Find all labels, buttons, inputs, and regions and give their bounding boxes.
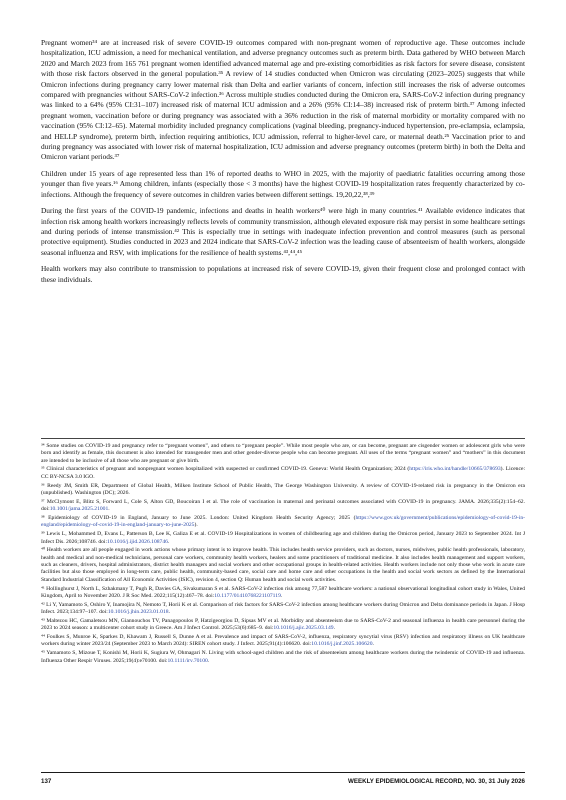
footnote-34: ³⁴ Some studies on COVID-19 and pregnancy refer to “pregnant women”, and others to “pregnant people”. While most people who are, or can become, pregnant are cisgender women or adolescent girls who were born and identify as female, this document is also intended for transgender men and other gender-diverse people who can become pregnant. All uses of the terms “pregnant women” and “mothers” in this document are intended to be inclusive of all those who are pregnant or give birth. [41, 443, 525, 464]
footnote-38-link[interactable]: https://www.gov.uk/government/publications/epidemiology-of-covid-19-in-england/epidemiology-of-covid-19-in-england-january-to-june-2025 [41, 515, 525, 529]
page-number: 137 [41, 778, 52, 785]
footnote-42: ⁴² Li Y, Yamamoto S, Oshiro Y, Inamojira N, Nemoto T, Horii K et al. Comparison of risk factors for SARS-CoV-2 infection among healthcare workers during Omicron and Delta dominance periods in Japan. J Hosp Infect. 2023;134:97–107. doi:10.1016/j.jhin.2023.01.018. [41, 601, 525, 615]
footnote-39: ³⁹ Lewis L, Mohammed D, Evans L, Patterson B, Lee K, Galiza E et al. COVID-19 Hospitalizations in women of childbearing age and children during the Omicron period, January 2023 to September 2024. Int J Infect Dis. 2026;108746. doi:10.1016/j.ijid.2026.108746. [41, 531, 525, 545]
paragraph-pregnant-women: Pregnant women³⁴ are at increased risk of severe COVID-19 outcomes compared with non-pregnant women of reproductive age. These outcomes include hospitalization, ICU admission, a need for mechanical ventilation, and adverse pregnancy outcomes such as preterm birth. Data gathered by WHO between March 2020 and March 2023 from 165 761 pregnant women identified advanced maternal age and pre-existing comorbidities as risk factors for severe disease, consistent with those risk factors observed in the general population.³⁵ A review of 14 studies conducted when Omicron was circulating (2023–2025) suggests that while Omicron infections during pregnancy carry lower maternal risk than Delta and earlier variants of concern, infection still increases the risk of adverse outcomes compared with pregnancies without SARS-CoV-2 infection.³⁶ Across multiple studies conducted during the Omicron era, SARS-CoV-2 infection during pregnancy was linked to a 64% (95% CI:31–107) increased risk of maternal ICU admission and a 26% (95% CI:14–38) increased risk of preterm birth.³⁷ Among infected pregnant women, vaccination before or during pregnancy was associated with a 36% reduction in the risk of maternal morbidity or mortality compared with no vaccination (95% CI:12–65). Maternal morbidity included pregnancy complications (vaginal bleeding, pregnancy-induced hypertension, pre-eclampsia, eclampsia, and HELLP syndrome), preterm birth, infection requiring antibiotics, ICU admission, referral to higher-level care, or maternal death.²⁵ Vaccination prior to and during pregnancy was associated with lower risk of maternal hospitalization, ICU admission and adverse pregnancy outcomes (preterm birth) in both the Delta and Omicron variant periods.³⁷ [41, 38, 525, 162]
footnote-35-link[interactable]: https://iris.who.int/handle/10665/378693 [409, 466, 501, 473]
footnote-40: ⁴⁰ Health workers are all people engaged in work actions whose primary intent is to improve health. This includes health service providers, such as doctors, nurses, midwives, public health professionals, laboratory, health and medical and non-medical technicians, personal care workers, community health workers, healers and some practitioners of traditional medicine. It also includes health management and support workers, such as cleaners, drivers, hospital administrators, district health managers and social workers and other occupational groups in health-related activities. Health workers include not only those who work in acute care facilities but also those employed in long-term care, public health, community-based care, social care and home care and other occupations in the health and social work sectors as defined by the International Standard Industrial Classification of All Economic Activities (ISIC), revision 4, section Q: Human health and social work activities. [41, 547, 525, 583]
footnote-35: ³⁵ Clinical characteristics of pregnant and nonpregnant women hospitalized with suspected or confirmed COVID-19. Geneva: World Health Organization; 2024 (https://iris.who.int/handle/10665/378693). Licence: CC BY-NCSA 3.0 IGO. [41, 466, 525, 480]
paragraph-health-workers-transmission: Health workers may also contribute to transmission to populations at increased risk of severe COVID-19, given their frequent close and prolonged contact with these individuals. [41, 264, 525, 284]
footnote-36: ³⁶ Reedy JM, Smith ER, Department of Global Health, Milken Institute School of Public Health, The George Washington University. A review of COVID-19-related risk in pregnancy in the Omicron era (unpublished). Washington (DC); 2026. [41, 482, 525, 496]
main-text [41, 38, 525, 291]
footnote-43: ⁴³ Maltezou HC, Gamaletsou MN, Giannouchos TV, Panagopoulos P, Hatzigeorgiou D, Sipsas MV et al. Morbidity and absenteeism due to SARS-CoV-2 and seasonal influenza in health care personnel during the 2023 to 2024 season: a multicenter cohort study in Greece. Am J Infect Control. 2025;53(6):685–9. doi:10.1016/j.ajic.2025.03.149. [41, 617, 525, 632]
footnote-44: ⁴⁴ Foulkes S, Munroe K, Sparkes D, Khawam J, Russell S, Dunne A et al. Prevalence and impact of SARS-CoV-2, influenza, respiratory syncytial virus (RSV) infection and respiratory illness on UK healthcare workers during winter 2023/24 (September 2023 to March 2024): SIREN cohort study. J Infect. 2025;91(4):106620. doi:10.1016/j.jinf.2025.106620. [41, 634, 525, 648]
footnote-37-link[interactable]: 10.1001/jama.2025.21001 [49, 506, 109, 513]
footnotes [41, 438, 525, 666]
footnote-45-link[interactable]: 10.1111/irv.70100 [167, 657, 208, 664]
footnote-41-link[interactable]: 10.1177/01410768221107119 [214, 592, 281, 599]
footnote-38: ³⁸ Epidemiology of COVID-19 in England, January to June 2025. London: United Kingdom Health Security Agency; 2025 (https://www.gov.uk/government/publications/epidemiology-of-covid-19-in-england/epidemiology-of-covid-19-in-england-january-to-june-2025). [41, 515, 525, 529]
footnote-43-link[interactable]: 10.1016/j.ajic.2025.03.149 [273, 625, 334, 632]
paragraph-health-workers: During the first years of the COVID-19 pandemic, infections and deaths in health workers⁴⁰ were high in many countries.⁴¹ Available evidence indicates that infection risk among health workers increasingly reflects levels of community transmission, although elevated exposure risk may persist in some healthcare settings and during periods of intense transmission.⁴² This is especially true in settings with inadequate infection prevention and control measures (such as personal protective equipment). Studies conducted in 2023 and 2024 indicate that SARS-CoV-2 infection was the leading cause of absenteeism of health workers, alongside seasonal influenza and RSV, with implications for the resilience of health systems.⁴³,⁴⁴,⁴⁵ [41, 206, 525, 257]
footnote-39-link[interactable]: 10.1016/j.ijid.2026.108746 [107, 538, 168, 545]
paragraph-children: Children under 15 years of age represented less than 1% of reported deaths to WHO in 2025, with the majority of paediatric fatalities occurring among those younger than five years.¹⁶ Among children, infants (especially those < 3 months) have the highest COVID-19 hospitalization rates frequently characterized by co-infections. Although the frequency of severe outcomes in children varies between different settings. 19,20,22,³⁸,³⁹ [41, 168, 525, 199]
footnote-45: ⁴⁵ Yamamoto S, Mizoue T, Konishi M, Horii K, Sugiura W, Ohmagari N. Living with school-aged children and the risk of absenteeism among healthcare workers during the twindemic of COVID-19 and influenza. Influenza Other Respir Viruses. 2025;19(4):e70100. doi:10.1111/irv.70100. [41, 650, 525, 664]
footnote-37: ³⁷ McClymont E, Blitz S, Forward L, Cole S, Alton GD, Boucoiran I et al. The role of vaccination in maternal and perinatal outcomes associated with COVID-19 in pregnancy. JAMA. 2026;335(2):154–62. doi:10.1001/jama.2025.21001. [41, 498, 525, 513]
footnote-44-link[interactable]: 10.1016/j.jinf.2025.106620 [311, 641, 373, 648]
publication-title: WEEKLY EPIDEMIOLOGICAL RECORD, NO. 30, 31 July 2026 [348, 778, 525, 785]
page-footer [41, 772, 525, 789]
footnote-42-link[interactable]: 10.1016/j.jhin.2023.01.018 [107, 608, 169, 615]
footnote-41: ⁴¹ Hollinghurst J, North L, Szhakmany T, Pugh R, Davies GA, Sivakumaran S et al. SARS-CoV-2 infection risk among 77,587 healthcare workers: a national observational longitudinal cohort study in Wales, United Kingdom, April to November 2020. J R Soc Med. 2022;115(12):467–78. doi:10.1177/01410768221107119. [41, 585, 525, 599]
